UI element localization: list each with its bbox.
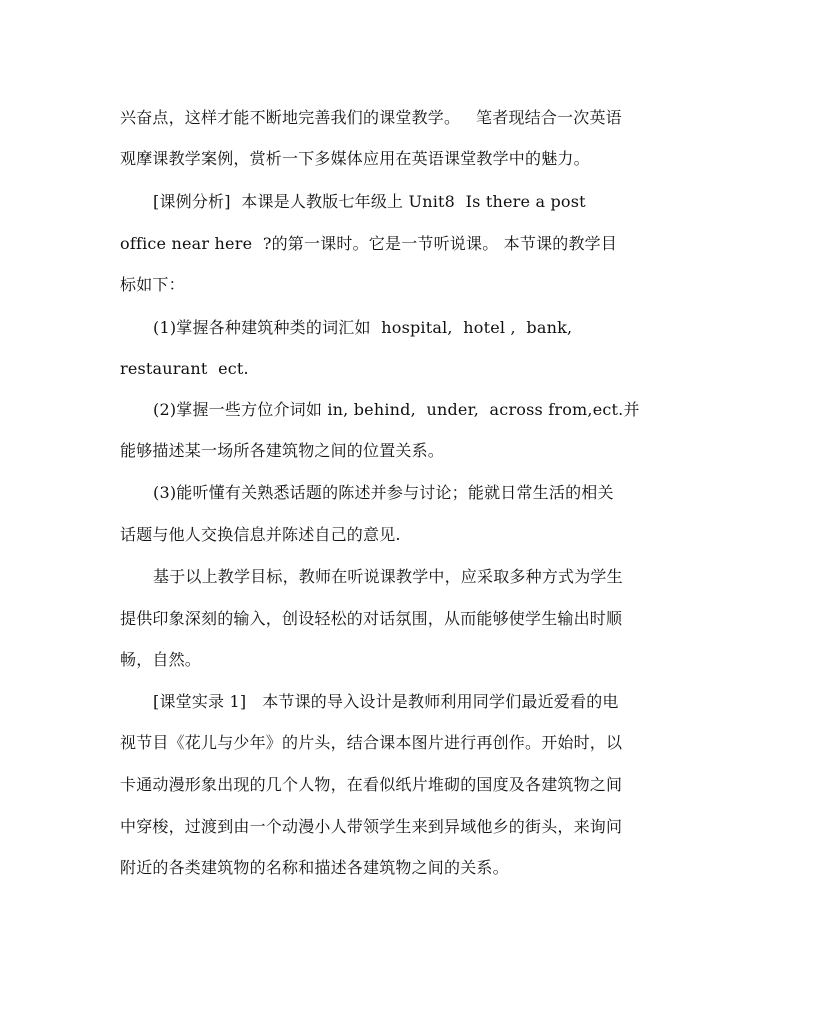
paragraph-line-3: [课例分析] 本课是人教版七年级上 Unit8 Is there a post	[153, 192, 586, 211]
paragraph-line-19: 附近的各类建筑物的名称和描述各建筑物之间的关系。	[120, 858, 509, 877]
paragraph-line-5: 标如下：	[120, 275, 185, 294]
paragraph-line-18: 中穿梭，过渡到由一个动漫小人带领学生来到异域他乡的街头，来询问	[120, 817, 623, 836]
paragraph-line-7: restaurant ect.	[120, 359, 249, 378]
paragraph-line-4: office near here ?的第一课时。它是一节听说课。 本节课的教学目	[120, 234, 618, 253]
paragraph-line-16: 视节目《花儿与少年》的片头，结合课本图片进行再创作。开始时，以	[120, 733, 623, 752]
paragraph-line-6: (1)掌握各种建筑种类的词汇如 hospital, hotel , bank,	[153, 318, 573, 337]
paragraph-line-10: (3)能听懂有关熟悉话题的陈述并参与讨论；能就日常生活的相关	[153, 483, 614, 502]
paragraph-line-15: [课堂实录 1] 本节课的导入设计是教师利用同学们最近爱看的电	[153, 692, 619, 711]
paragraph-line-17: 卡通动漫形象出现的几个人物，在看似纸片堆砌的国度及各建筑物之间	[120, 775, 623, 794]
paragraph-line-12: 基于以上教学目标，教师在听说课教学中，应采取多种方式为学生	[153, 567, 623, 586]
paragraph-line-2: 观摩课教学案例，赏析一下多媒体应用在英语课堂教学中的魅力。	[120, 149, 590, 168]
paragraph-line-13: 提供印象深刻的输入，创设轻松的对话氛围，从而能够使学生输出时顺	[120, 609, 623, 628]
paragraph-line-8: (2)掌握一些方位介词如 in, behind, under, across from,ect.并	[153, 400, 640, 419]
paragraph-line-9: 能够描述某一场所各建筑物之间的位置关系。	[120, 441, 445, 460]
paragraph-line-1: 兴奋点，这样才能不断地完善我们的课堂教学。 笔者现结合一次英语	[120, 108, 622, 127]
paragraph-line-11: 话题与他人交换信息并陈述自己的意见.	[120, 525, 401, 544]
paragraph-line-14: 畅，自然。	[120, 650, 202, 669]
